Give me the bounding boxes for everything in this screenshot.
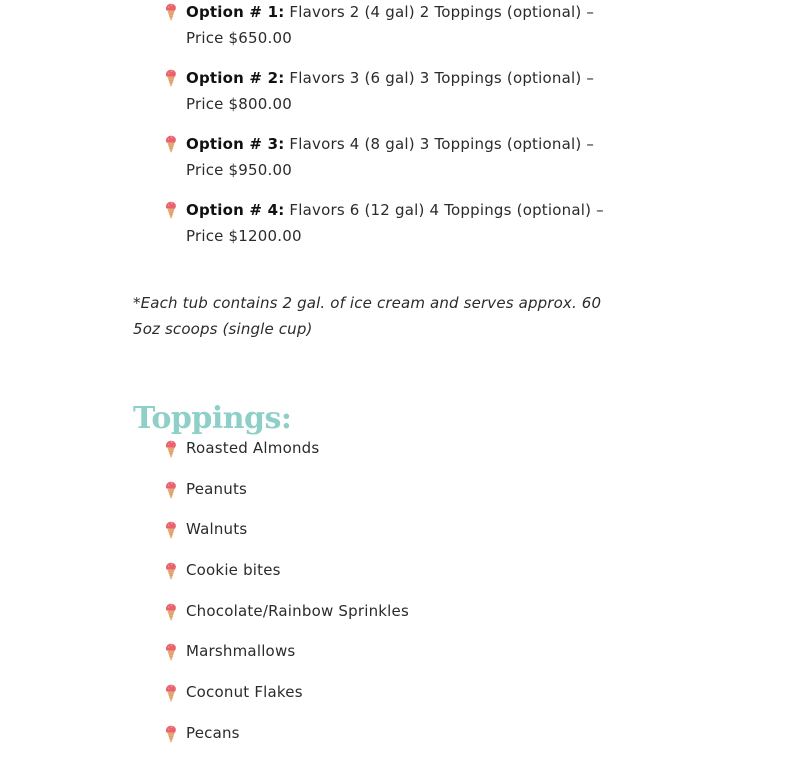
topping-label: Marshmallows — [186, 642, 296, 661]
list-item — [186, 722, 633, 744]
option-description: Flavors 6 (12 gal) 4 Toppings (optional) – Price $1200.00 — [186, 201, 604, 245]
option-label: Option # 3: — [186, 135, 285, 153]
ice-cream-cone-icon — [164, 684, 178, 702]
option-label: Option # 1: — [186, 3, 285, 21]
topping-label: Pecans — [186, 723, 240, 742]
option-label: Option # 2: — [186, 69, 285, 87]
topping-label: Walnuts — [186, 520, 248, 539]
topping-label: Chocolate/Rainbow Sprinkles — [186, 601, 409, 620]
ice-cream-cone-icon — [164, 440, 178, 458]
list-item — [186, 0, 633, 51]
toppings-heading: Toppings: — [133, 401, 292, 436]
list-item — [186, 132, 633, 183]
list-item — [186, 66, 633, 117]
ice-cream-cone-icon — [164, 201, 178, 219]
ice-cream-cone-icon — [164, 3, 178, 21]
ice-cream-cone-icon — [164, 135, 178, 153]
list-item — [186, 559, 633, 581]
list-item — [186, 437, 633, 459]
option-description: Flavors 2 (4 gal) 2 Toppings (optional) – Price $650.00 — [186, 3, 595, 47]
option-description: Flavors 4 (8 gal) 3 Toppings (optional) – Price $950.00 — [186, 135, 595, 179]
list-item — [186, 640, 633, 662]
serving-note: *Each tub contains 2 gal. of ice cream and serves approx. 60 5oz scoops (single cup) — [133, 294, 602, 338]
topping-label: Peanuts — [186, 479, 248, 498]
ice-cream-cone-icon — [164, 521, 178, 539]
content — [133, 0, 633, 763]
ice-cream-cone-icon — [164, 725, 178, 743]
ice-cream-cone-icon — [164, 603, 178, 621]
ice-cream-cone-icon — [164, 643, 178, 661]
ice-cream-cone-icon — [164, 562, 178, 580]
topping-label: Roasted Almonds — [186, 439, 320, 457]
option-label: Option # 4: — [186, 201, 285, 219]
ice-cream-cone-icon — [164, 481, 178, 499]
list-item — [186, 198, 633, 249]
topping-label: Cookie bites — [186, 561, 281, 580]
list-item — [186, 478, 633, 500]
list-item — [186, 681, 633, 703]
list-item — [186, 600, 633, 622]
option-description: Flavors 3 (6 gal) 3 Toppings (optional) – Price $800.00 — [186, 69, 595, 113]
option-list — [133, 0, 633, 249]
topping-label: Coconut Flakes — [186, 683, 303, 702]
ice-cream-cone-icon — [164, 69, 178, 87]
list-item — [186, 518, 633, 540]
toppings-list — [133, 437, 633, 744]
